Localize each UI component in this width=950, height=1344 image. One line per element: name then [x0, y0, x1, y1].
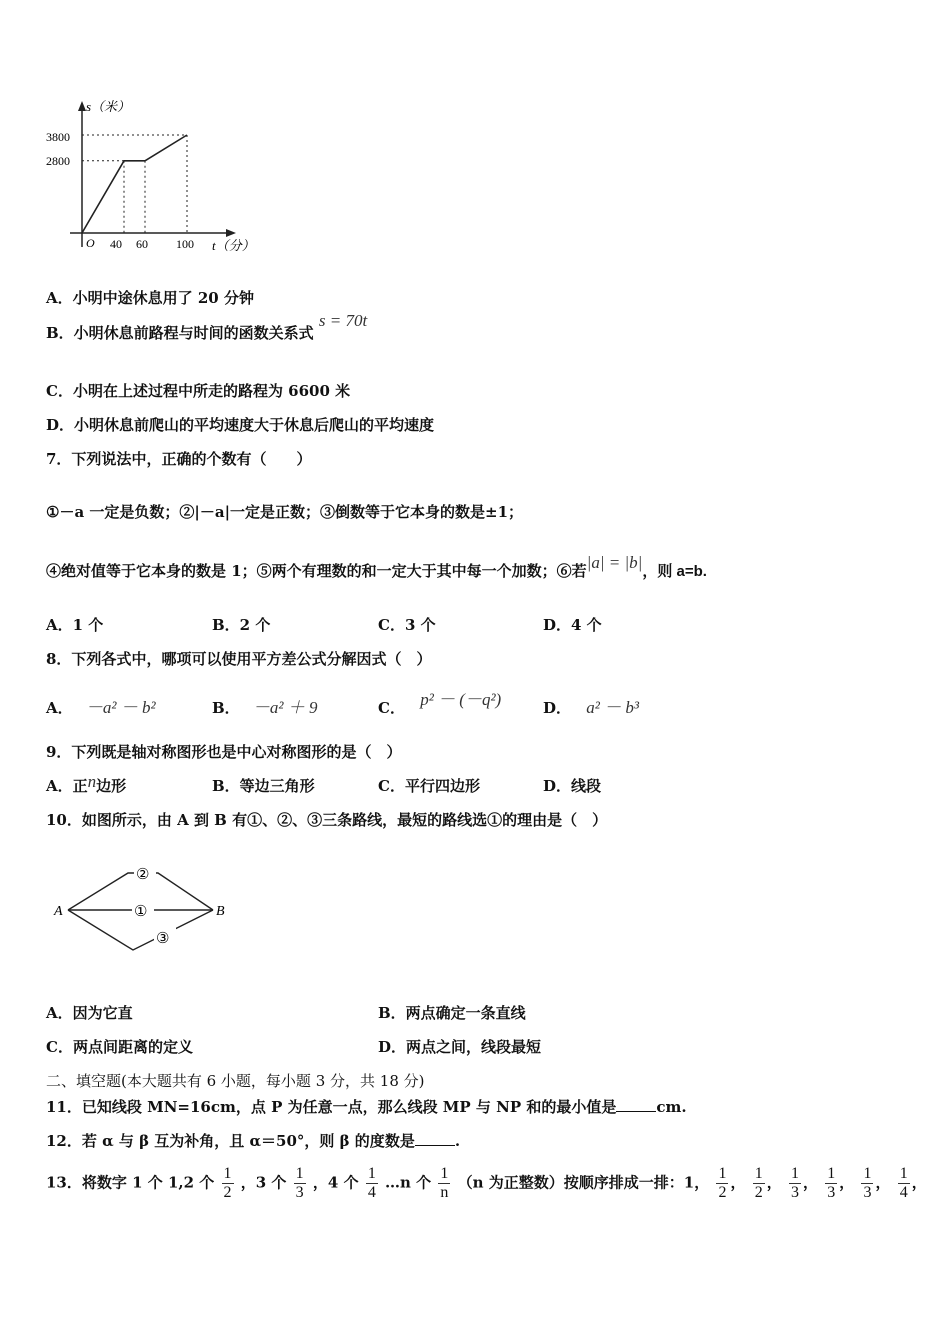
q11-unit: cm. [656, 1098, 687, 1116]
q9-option-d: D．线段 [543, 777, 602, 795]
y-tick-3800: 3800 [46, 130, 70, 144]
q8-option-d-label: D． [543, 699, 572, 717]
y-axis-arrow [78, 101, 86, 111]
q13-seq-frac: $\frac{1}{2}$ [754, 1165, 763, 1201]
q11 [46, 1096, 687, 1117]
q12-blank[interactable] [415, 1145, 455, 1146]
q9-option-a-post: 边形 [96, 777, 127, 795]
q10-option-b: B．两点确定一条直线 [378, 1004, 526, 1022]
series-line [82, 135, 187, 233]
q11-blank[interactable] [616, 1111, 656, 1112]
q6-option-b-formula: s = 70t [318, 311, 368, 330]
q7-stem: 7．下列说法中，正确的个数有（ ） [46, 450, 312, 468]
q13-seq-frac: $\frac{1}{3}$ [827, 1165, 836, 1201]
q6-option-d: D．小明休息前爬山的平均速度大于休息后爬山的平均速度 [46, 416, 435, 434]
q7-option-d: D．4 个 [543, 616, 602, 634]
q8-option-b-expr: －a² ＋ 9 [252, 698, 318, 717]
x-axis-arrow [226, 229, 236, 237]
y-tick-2800: 2800 [46, 154, 70, 168]
q10-option-a: A．因为它直 [46, 1004, 133, 1022]
q6-option-b [46, 311, 368, 343]
q9-option-a-pre: A．正 [46, 777, 88, 795]
q9-option-a-var: n [87, 772, 97, 791]
q10-stem: 10．如图所示，由 A 到 B 有①、②、③三条路线，最短的路线选①的理由是（ ） [46, 811, 608, 829]
q7-option-b: B．2 个 [212, 616, 271, 634]
point-b-label: B [216, 904, 225, 919]
route-figure [48, 855, 248, 965]
q13-frac-1-2: $\frac{1}{2}$ [223, 1165, 232, 1201]
q13: 13．将数字 1 个 1,2 个 $\frac{1}{2}$ ，3 个 $\frac{1}{3}$ ，4 个 $\frac{1}{4}$ …n 个 $\frac{1}{n}$ （n 为正整数）按顺序排成一排：1， $\frac{1}{2}$ ， $\frac{1}{2}$ ， $\frac{1}{3}$ ， $\frac{1}{3}$ ， $\frac{1}{3}$ ， $\frac{1}{4}$ ， [46, 1165, 927, 1201]
q6-option-a: A．小明中途休息用了 20 分钟 [46, 289, 254, 307]
q6-option-c: C．小明在上述过程中所走的路程为 6600 米 [46, 382, 351, 400]
q8-option-a-expr: －a² － b² [85, 698, 156, 717]
q13-text-e: （n 为正整数）按顺序排成一排：1， [457, 1173, 710, 1192]
q8-option-c-expr: p² － (－q²) [420, 690, 502, 709]
x-tick-100: 100 [176, 237, 194, 251]
q12-text: 12．若 α 与 β 互为补角，且 α＝50°，则 β 的度数是 [46, 1132, 415, 1150]
point-a-label: A [54, 904, 63, 919]
q9-option-a [46, 772, 127, 796]
q13-text-c: ，4 个 [312, 1173, 359, 1192]
q13-text-b: ，3 个 [240, 1173, 287, 1192]
q13-text-a: 13．将数字 1 个 1,2 个 [46, 1173, 215, 1192]
q13-seq-frac: $\frac{1}{4}$ [899, 1165, 908, 1201]
q8-option-b [212, 693, 318, 718]
q7-line2-formula: |a| = |b| [586, 553, 643, 572]
origin-label: O [86, 236, 95, 250]
q8-option-a [46, 693, 156, 718]
q8-option-d-expr: a² － b³ [586, 698, 639, 717]
q8-option-c [378, 690, 502, 718]
q7-line2-pre: ④绝对值等于它本身的数是 1；⑤两个有理数的和一定大于其中每一个加数；⑥若 [46, 562, 587, 580]
route-3-label: ③ [156, 931, 170, 947]
q7-line1: ①－a 一定是负数；②|－a|一定是正数；③倒数等于它本身的数是±1； [46, 503, 524, 521]
y-axis-label: s（米） [86, 99, 131, 114]
q13-seq-frac: $\frac{1}{3}$ [790, 1165, 799, 1201]
q8-stem: 8．下列各式中，哪项可以使用平方差公式分解因式（ ） [46, 650, 432, 668]
q7-option-a: A．1 个 [46, 616, 104, 634]
q13-text-d: …n 个 [385, 1173, 432, 1192]
q8-option-d [543, 693, 639, 718]
x-tick-40: 40 [110, 237, 122, 251]
q13-frac-1-n: $\frac{1}{n}$ [440, 1165, 449, 1201]
q13-seq-frac: $\frac{1}{2}$ [718, 1165, 727, 1201]
route-1-label: ① [134, 904, 148, 920]
q10-option-c: C．两点间距离的定义 [46, 1038, 193, 1056]
q7-option-c: C．3 个 [378, 616, 436, 634]
q13-frac-1-4: $\frac{1}{4}$ [367, 1165, 376, 1201]
q9-option-b: B．等边三角形 [212, 777, 315, 795]
q6-option-b-text: B．小明休息前路程与时间的函数关系式 [46, 324, 314, 342]
x-axis-label: t（分） [212, 238, 255, 253]
q13-frac-1-3: $\frac{1}{3}$ [295, 1165, 304, 1201]
section2-title: 二、填空题(本大题共有 6 小题，每小题 3 分，共 18 分) [46, 1072, 425, 1090]
distance-time-graph [40, 95, 270, 265]
q8-option-c-label: C． [378, 699, 405, 717]
q8-option-b-label: B． [212, 699, 240, 717]
q7-line2 [46, 553, 707, 581]
q12 [46, 1130, 460, 1151]
q11-text: 11．已知线段 MN=16cm，点 P 为任意一点，那么线段 MP 与 NP 和的最小值是 [46, 1098, 617, 1116]
route-2-label: ② [136, 867, 150, 883]
q10-option-d: D．两点之间，线段最短 [378, 1038, 542, 1056]
q9-stem: 9．下列既是轴对称图形也是中心对称图形的是（ ） [46, 743, 402, 761]
q8-option-a-label: A． [46, 699, 73, 717]
q12-end: . [454, 1132, 461, 1150]
q7-line2-post: ，则 a=b. [642, 563, 707, 580]
x-tick-60: 60 [136, 237, 148, 251]
q9-option-c: C．平行四边形 [378, 777, 480, 795]
q13-seq-frac: $\frac{1}{3}$ [863, 1165, 872, 1201]
